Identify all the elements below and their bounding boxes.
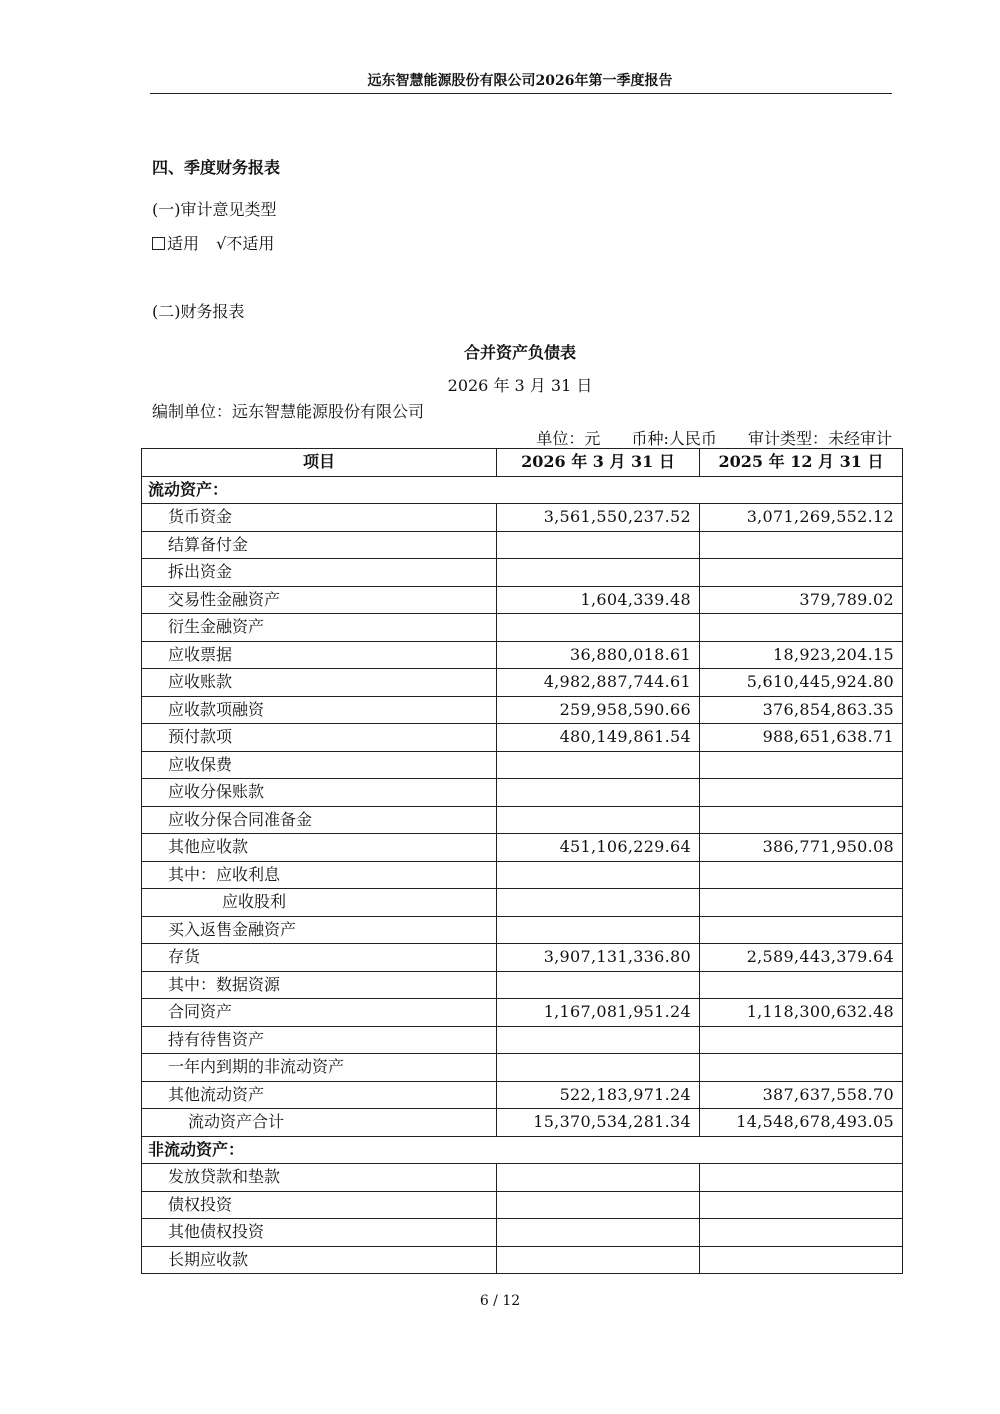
row-label: 应收款项融资 [142,696,497,724]
currency-label: 币种:人民币 [631,429,717,448]
value-previous [700,889,903,917]
table-row [142,559,903,587]
section-title: 四、季度财务报表 [152,158,281,177]
row-label: 应收分保账款 [142,779,497,807]
column-header-previous: 2025 年 12 月 31 日 [700,449,903,477]
value-current [497,1164,700,1192]
value-previous [700,971,903,999]
balance-sheet-date: 2026 年 3 月 31 日 [447,376,593,395]
value-current: 1,167,081,951.24 [497,999,700,1027]
table-row [142,751,903,779]
table-row [142,614,903,642]
audit-type-label: 审计类型：未经审计 [747,429,892,448]
report-header-title: 远东智慧能源股份有限公司2026年第一季度报告 [367,73,673,89]
value-previous: 988,651,638.71 [700,724,903,752]
table-row [142,1081,903,1109]
value-current: 451,106,229.64 [497,834,700,862]
table-row [142,504,903,532]
column-header-item: 项目 [142,449,497,477]
value-previous: 14,548,678,493.05 [700,1109,903,1137]
table-row [142,1219,903,1247]
column-header-current: 2026 年 3 月 31 日 [497,449,700,477]
table-row [142,999,903,1027]
value-current [497,806,700,834]
value-previous [700,1164,903,1192]
value-current [497,779,700,807]
table-row [142,806,903,834]
row-label: 应收账款 [142,669,497,697]
value-previous [700,1054,903,1082]
value-current: 4,982,887,744.61 [497,669,700,697]
section-label: 流动资产： [142,476,903,504]
unit-currency-line [510,426,892,449]
value-current [497,861,700,889]
row-label: 交易性金融资产 [142,586,497,614]
row-label: 应收票据 [142,641,497,669]
table-row [142,641,903,669]
value-current: 522,183,971.24 [497,1081,700,1109]
value-current [497,614,700,642]
value-previous [700,751,903,779]
value-previous: 3,071,269,552.12 [700,504,903,532]
value-current [497,971,700,999]
value-previous [700,779,903,807]
value-current [497,1026,700,1054]
value-current [497,751,700,779]
table-row [142,696,903,724]
value-previous: 5,610,445,924.80 [700,669,903,697]
option-not-applicable-label: 不适用 [226,234,275,253]
row-label: 其他流动资产 [142,1081,497,1109]
section-label: 非流动资产： [142,1136,903,1164]
table-row [142,586,903,614]
value-current: 3,561,550,237.52 [497,504,700,532]
value-previous [700,806,903,834]
value-previous [700,614,903,642]
row-label: 应收保费 [142,751,497,779]
table-row [142,1026,903,1054]
financial-statements-heading: (二)财务报表 [152,302,245,321]
table-header-row [142,449,903,477]
value-previous [700,559,903,587]
row-label: 债权投资 [142,1191,497,1219]
value-previous: 1,118,300,632.48 [700,999,903,1027]
value-current: 1,604,339.48 [497,586,700,614]
value-previous: 376,854,863.35 [700,696,903,724]
value-previous [700,1246,903,1274]
value-previous [700,531,903,559]
row-label: 其他债权投资 [142,1219,497,1247]
table-row [142,1246,903,1274]
row-label: 买入返售金融资产 [142,916,497,944]
table-row [142,889,903,917]
table-row [142,861,903,889]
table-row [142,1136,903,1164]
value-current [497,1246,700,1274]
value-current: 36,880,018.61 [497,641,700,669]
value-previous: 386,771,950.08 [700,834,903,862]
value-current [497,889,700,917]
balance-sheet-title: 合并资产负债表 [463,343,576,362]
row-label: 合同资产 [142,999,497,1027]
value-current: 480,149,861.54 [497,724,700,752]
value-previous [700,861,903,889]
row-label: 拆出资金 [142,559,497,587]
row-label: 长期应收款 [142,1246,497,1274]
row-label: 结算备付金 [142,531,497,559]
row-label: 一年内到期的非流动资产 [142,1054,497,1082]
row-label: 其中：应收利息 [142,861,497,889]
value-previous [700,1026,903,1054]
table-row [142,1109,903,1137]
row-label: 衍生金融资产 [142,614,497,642]
row-label: 流动资产合计 [142,1109,497,1137]
table-row [142,834,903,862]
value-current [497,916,700,944]
value-previous [700,1191,903,1219]
page-number: 6 / 12 [479,1293,521,1309]
unchecked-checkbox-icon [152,237,165,250]
check-mark-icon: √ [216,234,227,253]
unit-label: 单位：元 [536,429,601,448]
row-label: 其他应收款 [142,834,497,862]
table-row [142,1191,903,1219]
value-current: 15,370,534,281.34 [497,1109,700,1137]
audit-opinion-heading: (一)审计意见类型 [152,200,277,219]
option-applicable-label: 适用 [167,234,200,253]
row-label: 存货 [142,944,497,972]
row-label: 发放贷款和垫款 [142,1164,497,1192]
row-label: 应收股利 [142,889,497,917]
row-label: 持有待售资产 [142,1026,497,1054]
value-previous [700,1219,903,1247]
row-label: 预付款项 [142,724,497,752]
value-current: 3,907,131,336.80 [497,944,700,972]
table-row [142,779,903,807]
table-row [142,669,903,697]
table-row [142,971,903,999]
value-current [497,1191,700,1219]
table-row [142,1164,903,1192]
audit-options [152,231,274,254]
value-previous: 379,789.02 [700,586,903,614]
value-previous: 2,589,443,379.64 [700,944,903,972]
value-current [497,1219,700,1247]
table-row [142,916,903,944]
row-label: 应收分保合同准备金 [142,806,497,834]
row-label: 货币资金 [142,504,497,532]
value-current [497,559,700,587]
compiling-entity: 编制单位：远东智慧能源股份有限公司 [152,402,425,421]
table-row [142,476,903,504]
balance-sheet-table [141,448,903,1274]
table-row [142,724,903,752]
header-divider [150,93,892,94]
value-current [497,531,700,559]
value-current: 259,958,590.66 [497,696,700,724]
table-row [142,1054,903,1082]
row-label: 其中：数据资源 [142,971,497,999]
value-previous [700,916,903,944]
value-previous: 387,637,558.70 [700,1081,903,1109]
value-previous: 18,923,204.15 [700,641,903,669]
table-row [142,531,903,559]
table-row [142,944,903,972]
value-current [497,1054,700,1082]
